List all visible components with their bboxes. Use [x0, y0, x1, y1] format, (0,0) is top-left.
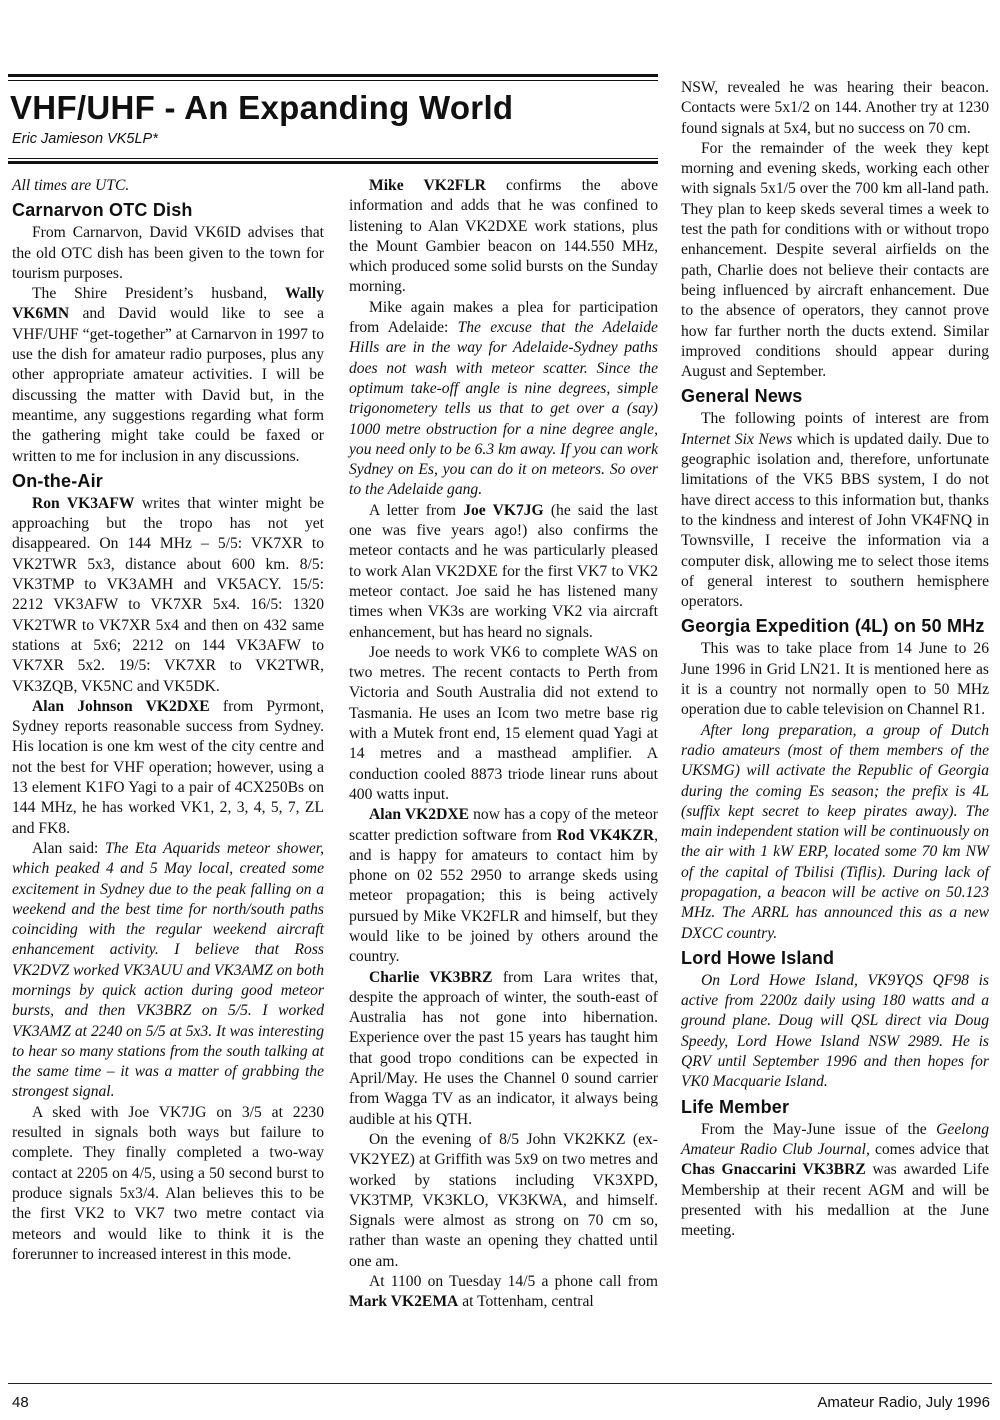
paragraph: The Shire President’s husband, Wally VK6MN and David would like to see a VHF/UHF “get-together” at Carnarvon in 1997 to use the dish for amateur radio purposes, plus any other appropriate amateur activities. I will be discussing the matter with David but, in the meantime, any suggestions regarding what form the gathering might take could be faxed or written to me for inclusion in any discussions.: [12, 285, 324, 465]
paragraph: Alan said: The Eta Aquarids meteor shower, which peaked 4 and 5 May local, created some excitement in Sydney due to the peak falling on a weekend and the best time for north/south paths coinciding with the regular weekend aircraft enhancement activity. I believe that Ross VK2DVZ worked VK3AUU and VK3AMZ on both mornings by quick action during good meteor bursts, and then VK3BRZ on 5/5. I worked VK3AMZ at 2240 on 5/5 at 5x3. It was interesting to hear so many stations from the south talking at the same time – it was a matter of grabbing the strongest signal.: [12, 839, 324, 1101]
paragraph: On the evening of 8/5 John VK2KKZ (ex-VK2YEZ) at Griffith was 5x9 on two metres and worked by stations including VK3XPD, VK3TMP, VK3KLO, VK3KWA, and himself. Signals were almost as strong on 70 cm so, rather than waste an opening they chatted until one am.: [349, 1130, 658, 1270]
title-rule-bottom: [8, 161, 658, 164]
paragraph: Joe needs to work VK6 to complete WAS on two metres. The recent contacts to Perth from Victoria and South Australia did not extend to Tasmania. He uses an Icom two metre base rig with a Mutek front end, 15 element quad Yagi at 14 metres and a masthead amplifier. A conduction cooled 8873 triode linear runs about 400 watts input.: [349, 643, 658, 803]
header-rule-top: [8, 74, 658, 77]
column-1: [12, 176, 324, 1265]
column-3: [681, 78, 989, 1241]
paragraph: NSW, revealed he was hearing their beacon. Contacts were 5x1/2 on 144. Another try at 1230 found signals at 5x4, but no success on 70 cm.: [681, 79, 989, 137]
paragraph: For the remainder of the week they kept morning and evening skeds, working each other with signals 5x1/5 over the 700 km all-land path. They plan to keep skeds several times a week to test the path for conditions with or without tropo enhancement. Despite several airfields on the path, Charlie does not believe their contacts are being influenced by aircraft enhancement. Due to the absence of operators, they cannot prove how far further north the ducts extend. Similar improved conditions should appear during August and September.: [681, 139, 989, 381]
paragraph: This was to take place from 14 June to 26 June 1996 in Grid LN21. It is mentioned here as it is a country not normally open to 50 MHz operation due to cable television on Channel R1.: [681, 640, 989, 719]
article-byline: Eric Jamieson VK5LP*: [12, 131, 158, 147]
column-2: [349, 176, 658, 1313]
paragraph: Ron VK3AFW writes that winter might be approaching but the tropo has not yet disappeared. On 144 MHz – 5/5: VK7XR to VK2TWR 5x3, distance about 600 km. 8/5: VK3TMP to VK3AMH and VK5ACY. 15/5: 2212 VK3AFW to VK7XR 5x4. 16/5: 1320 VK2TWR to VK7XR 5x4 and then on 432 same stations at 5x6; 2212 on 144 VK3AFW to VK7XR 5x2. 19/5: VK7XR to VK2TWR, VK3ZQB, VK5NC and VK5DK.: [12, 494, 324, 695]
section-heading-lord-howe: Lord Howe Island: [681, 947, 835, 968]
paragraph: A sked with Joe VK7JG on 3/5 at 2230 resulted in signals both ways but failure to complete. They finally completed a two-way contact at 2205 on 4/5, using a 50 second burst to produce signals 5x3/4. Alan believes this to be the first VK2 to VK7 two metre contact via meteors and would like to think it is the forerunner to increased interest in this mode.: [12, 1103, 324, 1263]
paragraph: Alan VK2DXE now has a copy of the meteor scatter prediction software from Rod VK4KZR, and is happy for amateurs to contact him by phone on 02 552 2950 to arrange skeds using meteor propagation; this is being actively pursued by Mike VK2FLR and himself, but they would like to be joined by others around the country.: [349, 806, 659, 966]
paragraph: After long preparation, a group of Dutch radio amateurs (most of them members of the UKSMG) will activate the Republic of Georgia during the coming Es season; the prefix is 4L (suffix kept secret to keep pirates away). The main independent station will be continuously on the air with 1 kW ERP, located some 70 km NW of the capital of Tbilisi (Tiflis). During lack of propagation, a beacon will be active on 50.123 MHz. The ARRL has announced this as a new DXCC country.: [681, 721, 989, 942]
footer-rule: [8, 1383, 992, 1384]
section-heading-life-member: Life Member: [681, 1096, 790, 1117]
title-rule-thin: [8, 158, 658, 159]
header-rule-thin: [8, 80, 658, 81]
intro-note: All times are UTC.: [12, 177, 130, 194]
paragraph: At 1100 on Tuesday 14/5 a phone call from Mark VK2EMA at Tottenham, central: [349, 1273, 658, 1311]
section-heading-carnarvon: Carnarvon OTC Dish: [12, 200, 193, 221]
section-heading-on-the-air: On-the-Air: [12, 470, 103, 491]
paragraph: Mike VK2FLR confirms the above information and adds that he was confined to listening to Alan VK2DXE work stations, plus the Mount Gambier beacon on 144.550 MHz, which produced some solid bursts on the Sunday morning.: [349, 177, 658, 296]
page-number: 48: [12, 1394, 29, 1411]
paragraph: Charlie VK3BRZ from Lara writes that, despite the approach of winter, the south-east of Australia has not gone into hibernation. Experience over the past 15 years has taught him that good tropo conditions can be expected in April/May. He uses the Channel 0 sound carrier from Wagga TV as an indicator, it always being audible at his QTH.: [349, 968, 658, 1128]
article-title: VHF/UHF - An Expanding World: [10, 89, 514, 126]
paragraph: On Lord Howe Island, VK9YQS QF98 is active from 2200z daily using 180 watts and a ground plane. Doug will QSL direct via Doug Speedy, Lord Howe Island NSW 2989. He is QRV until September 1996 and then hopes for VK0 Macquarie Island.: [681, 971, 989, 1091]
paragraph: From Carnarvon, David VK6ID advises that the old OTC dish has been given to the town for tourism purposes.: [12, 224, 324, 282]
paragraph: Mike again makes a plea for participation from Adelaide: The excuse that the Adelaide Hills are in the way for Adelaide-Sydney paths does not wash with meteor scatter. Since the optimum take-off angle is nine degrees, simple trigonometery tells us that to get over a (say) 1000 metre obstruction for a nine degree angle, you need only to be 6.3 km away. If you can work Sydney on Es, you can do it on meteors. So over to the Adelaide gang.: [349, 298, 658, 499]
paragraph: Alan Johnson VK2DXE from Pyrmont, Sydney reports reasonable success from Sydney. His location is one km west of the city centre and not the best for VHF operation; however, using a 13 element K1FO Yagi to a pair of 4CX250Bs on 144 MHz, he has worked VK1, 2, 3, 4, 5, 7, ZL and FK8.: [12, 697, 324, 837]
paragraph: A letter from Joe VK7JG (he said the last one was five years ago!) also confirms the meteor contacts and he was particularly pleased to work Alan VK2DXE for the first VK7 to VK2 meteor contact. Joe said he has listened many times when VK3s are working VK2 via aircraft enhancement, but has heard no signals.: [349, 501, 658, 641]
section-heading-georgia: Georgia Expedition (4L) on 50 MHz: [681, 616, 985, 637]
section-heading-general-news: General News: [681, 386, 803, 407]
publication-footer: Amateur Radio, July 1996: [817, 1394, 990, 1411]
paragraph: From the May-June issue of the Geelong Amateur Radio Club Journal, comes advice that Chas Gnaccarini VK3BRZ was awarded Life Membership at their recent AGM and will be presented with his medallion at the June meeting.: [681, 1120, 990, 1240]
paragraph: The following points of interest are from Internet Six News which is updated daily. Due to geographic isolation and, therefore, unfortunate limitations of the VK5 BBS system, I do not have direct access to this information but, thanks to the kindness and interest of John VK4FNQ in Townsville, I receive the information via a computer disk, allowing me to select those items of general interest to southern hemisphere operators.: [681, 410, 989, 611]
